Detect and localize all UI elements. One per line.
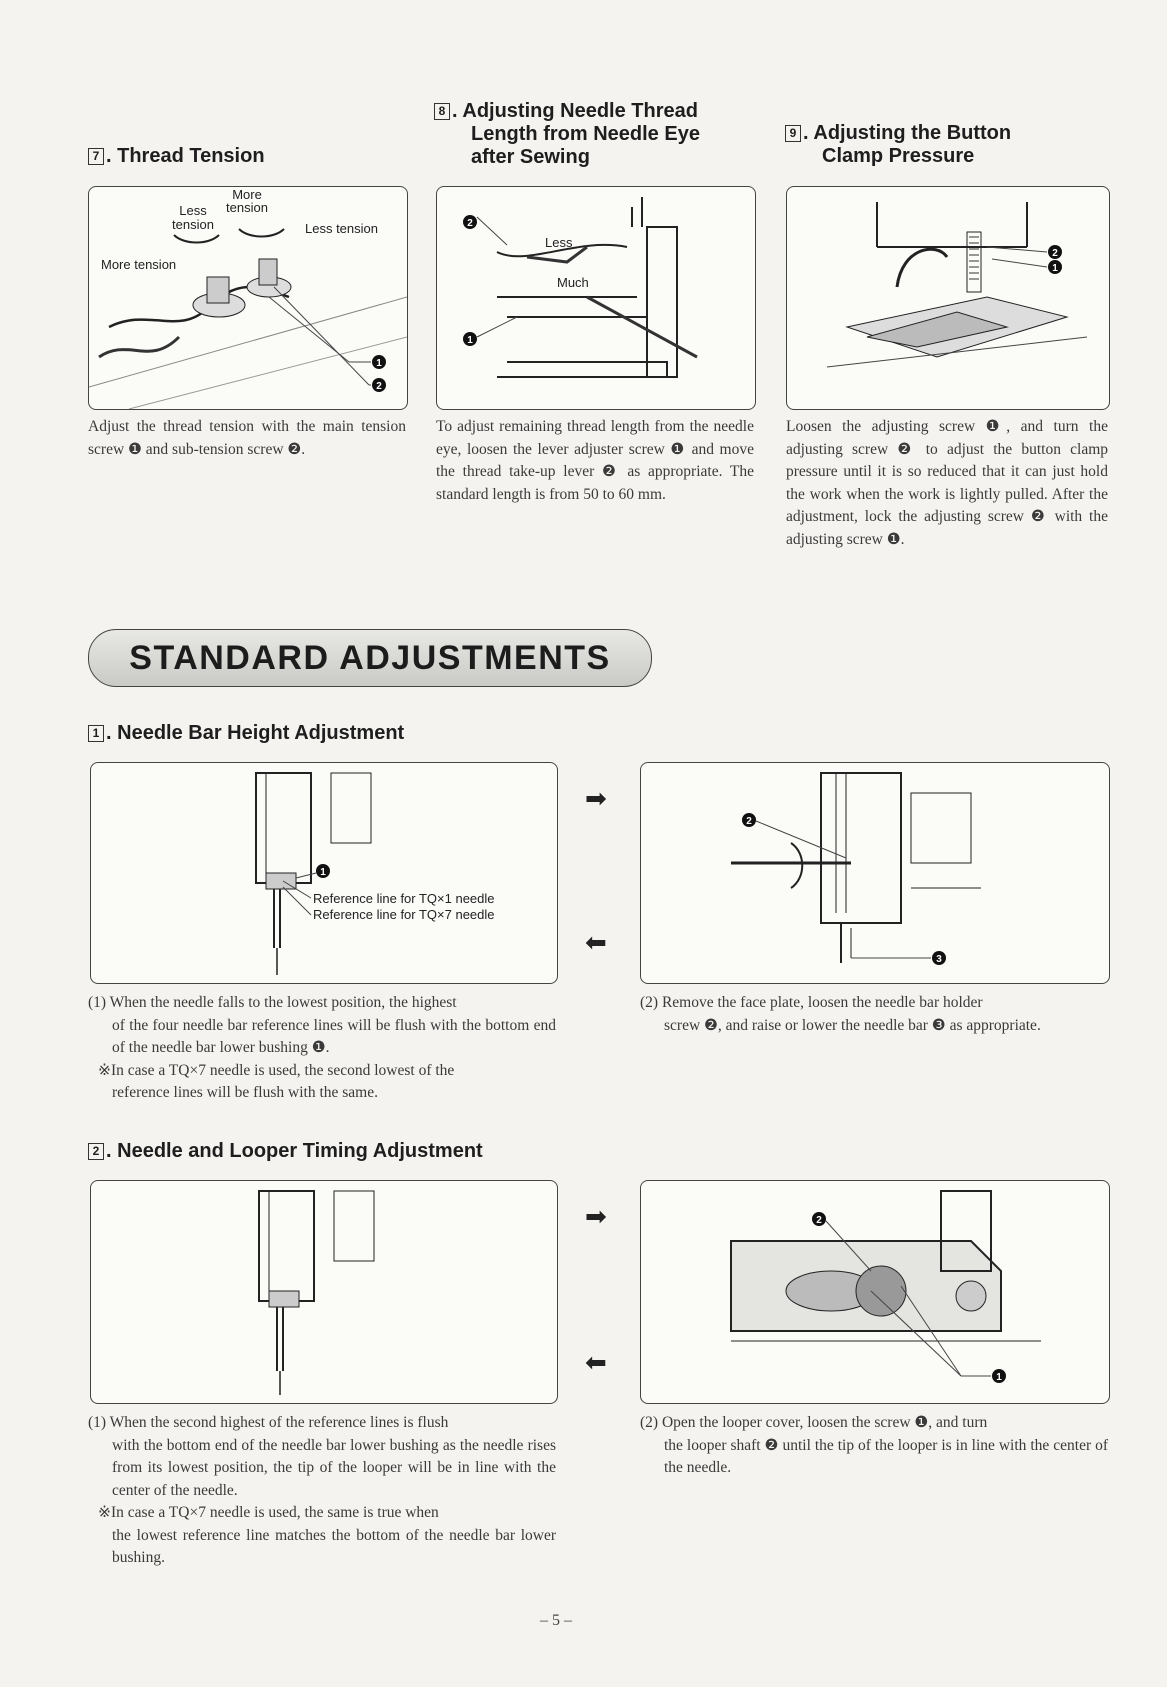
looper-shaft-figure bbox=[640, 1180, 1110, 1404]
needle-looper-illustration bbox=[91, 1181, 557, 1403]
label-less-tension-1: Less bbox=[179, 203, 207, 218]
svg-text:3: 3 bbox=[936, 954, 942, 965]
needle-bar-holder-figure bbox=[640, 762, 1110, 984]
arrow-right-icon: ➡ bbox=[585, 784, 607, 814]
looper-shaft-illustration bbox=[641, 1181, 1109, 1403]
section-9-number: 9 bbox=[785, 125, 801, 142]
adjustment-2-number: 2 bbox=[88, 1143, 104, 1160]
adjustment-2-right-text bbox=[640, 1412, 1108, 1480]
svg-text:1: 1 bbox=[467, 335, 473, 346]
banner-text: STANDARD ADJUSTMENTS bbox=[129, 638, 611, 677]
adjustment-1-note-rest: reference lines will be flush with the same. bbox=[112, 1084, 378, 1101]
section-9-body: Loosen the adjusting screw ❶, and turn the adjusting screw ❷ to adjust the button clamp pressure until it is so reduced that it can just hold the work when the work is lightly pulled. After the adjustment, lock the adjusting screw ❷ with the adjusting screw ❶. bbox=[786, 418, 1108, 548]
page-number: – 5 – bbox=[540, 1612, 572, 1629]
svg-text:2: 2 bbox=[816, 1215, 822, 1226]
label-much: Much bbox=[557, 275, 589, 290]
thread-tension-illustration bbox=[89, 187, 407, 409]
thread-take-up-illustration bbox=[437, 187, 755, 409]
section-8-body: To adjust remaining thread length from the needle eye, loosen the lever adjuster screw ❶ and move the thread take-up lever ❷ as appropriate. The standard length is from 50 to 60 mm. bbox=[436, 418, 754, 503]
label-less-tension-right: Less tension bbox=[305, 221, 378, 236]
adjustment-2-title-text: Needle and Looper Timing Adjustment bbox=[117, 1140, 483, 1162]
arrow-left-icon: ⬅ bbox=[585, 928, 607, 958]
adjustment-1-step-2-rest: screw ❷, and raise or lower the needle bar ❸ as appropriate. bbox=[664, 1016, 1041, 1034]
svg-text:2: 2 bbox=[376, 381, 382, 392]
arrow-right-icon: ➡ bbox=[585, 1202, 607, 1232]
needle-bar-holder-illustration bbox=[641, 763, 1109, 983]
needle-looper-timing-figure bbox=[90, 1180, 558, 1404]
adjustment-1-title: 1 . Needle Bar Height Adjustment bbox=[88, 722, 404, 745]
section-8-title: 8 . Adjusting Needle Thread Length from Needle Eye after Sewing bbox=[434, 100, 700, 169]
needle-bar-height-illustration bbox=[91, 763, 557, 983]
adjustment-1-step-1-line1: (1) When the needle falls to the lowest position, the highest bbox=[88, 994, 457, 1011]
section-7-number: 7 bbox=[88, 148, 104, 165]
needle-thread-length-figure bbox=[436, 186, 756, 410]
label-reference-line-tq7: Reference line for TQ×7 needle bbox=[313, 907, 495, 922]
section-7-title-text: Thread Tension bbox=[117, 145, 265, 167]
adjustment-2-step-2-line1: (2) Open the looper cover, loosen the screw ❶, and turn bbox=[640, 1414, 988, 1431]
svg-text:1: 1 bbox=[376, 358, 382, 369]
adjustment-2-step-2-rest: the looper shaft ❷ until the tip of the looper is in line with the center of the needle. bbox=[664, 1436, 1108, 1476]
arrow-left-icon: ⬅ bbox=[585, 1348, 607, 1378]
button-clamp-illustration bbox=[787, 187, 1109, 409]
adjustment-2-title: 2 . Needle and Looper Timing Adjustment bbox=[88, 1140, 483, 1163]
svg-text:2: 2 bbox=[1052, 248, 1058, 259]
label-more-tension-top-1: More bbox=[232, 187, 262, 202]
label-less-tension-2: tension bbox=[172, 217, 214, 232]
section-7-body: Adjust the thread tension with the main tension screw ❶ and sub-tension screw ❷. bbox=[88, 418, 406, 458]
svg-text:1: 1 bbox=[1052, 263, 1058, 274]
svg-text:2: 2 bbox=[467, 218, 473, 229]
adjustment-1-left-text bbox=[88, 992, 556, 1105]
svg-text:1: 1 bbox=[320, 867, 326, 878]
adjustment-1-title-text: Needle Bar Height Adjustment bbox=[117, 722, 405, 744]
section-8-title-line1: Adjusting Needle Thread bbox=[462, 100, 698, 122]
needle-bar-height-figure bbox=[90, 762, 558, 984]
adjustment-1-step-1-rest: of the four needle bar reference lines will be flush with the bottom end of the needle bar lower bushing ❶. bbox=[112, 1016, 556, 1056]
svg-text:2: 2 bbox=[746, 816, 752, 827]
section-9-title-line1: Adjusting the Button bbox=[813, 122, 1012, 144]
adjustment-1-step-2-line1: (2) Remove the face plate, loosen the needle bar holder bbox=[640, 994, 983, 1011]
thread-tension-figure bbox=[88, 186, 408, 410]
section-8-title-line3: after Sewing bbox=[471, 146, 590, 168]
adjustment-2-step-1-rest: with the bottom end of the needle bar lower bushing as the needle rises from its lowest position, the tip of the looper will be in line with the center of the needle. bbox=[112, 1436, 556, 1499]
adjustment-1-note-line1: ※In case a TQ×7 needle is used, the second lowest of the bbox=[98, 1061, 455, 1079]
adjustment-1-right-text bbox=[640, 992, 1108, 1037]
label-less: Less bbox=[545, 235, 573, 250]
section-8-title-line2: Length from Needle Eye bbox=[471, 123, 700, 145]
adjustment-2-note-rest: the lowest reference line matches the bottom of the needle bar lower bushing. bbox=[112, 1526, 556, 1566]
section-9-title: 9 . Adjusting the Button Clamp Pressure bbox=[785, 122, 1011, 168]
adjustment-2-left-text bbox=[88, 1412, 556, 1570]
svg-text:1: 1 bbox=[996, 1372, 1002, 1383]
section-8-number: 8 bbox=[434, 103, 450, 120]
standard-adjustments-banner bbox=[88, 629, 652, 687]
adjustment-1-number: 1 bbox=[88, 725, 104, 742]
label-reference-line-tq1: Reference line for TQ×1 needle bbox=[313, 891, 495, 906]
section-7-title: 7 . Thread Tension bbox=[88, 145, 265, 168]
adjustment-2-note-line1: ※In case a TQ×7 needle is used, the same is true when bbox=[98, 1504, 439, 1521]
button-clamp-figure bbox=[786, 186, 1110, 410]
label-more-tension-top-2: tension bbox=[226, 200, 268, 215]
label-more-tension-left: More tension bbox=[101, 257, 177, 272]
section-9-title-line2: Clamp Pressure bbox=[822, 145, 975, 167]
adjustment-2-step-1-line1: (1) When the second highest of the reference lines is flush bbox=[88, 1414, 449, 1431]
